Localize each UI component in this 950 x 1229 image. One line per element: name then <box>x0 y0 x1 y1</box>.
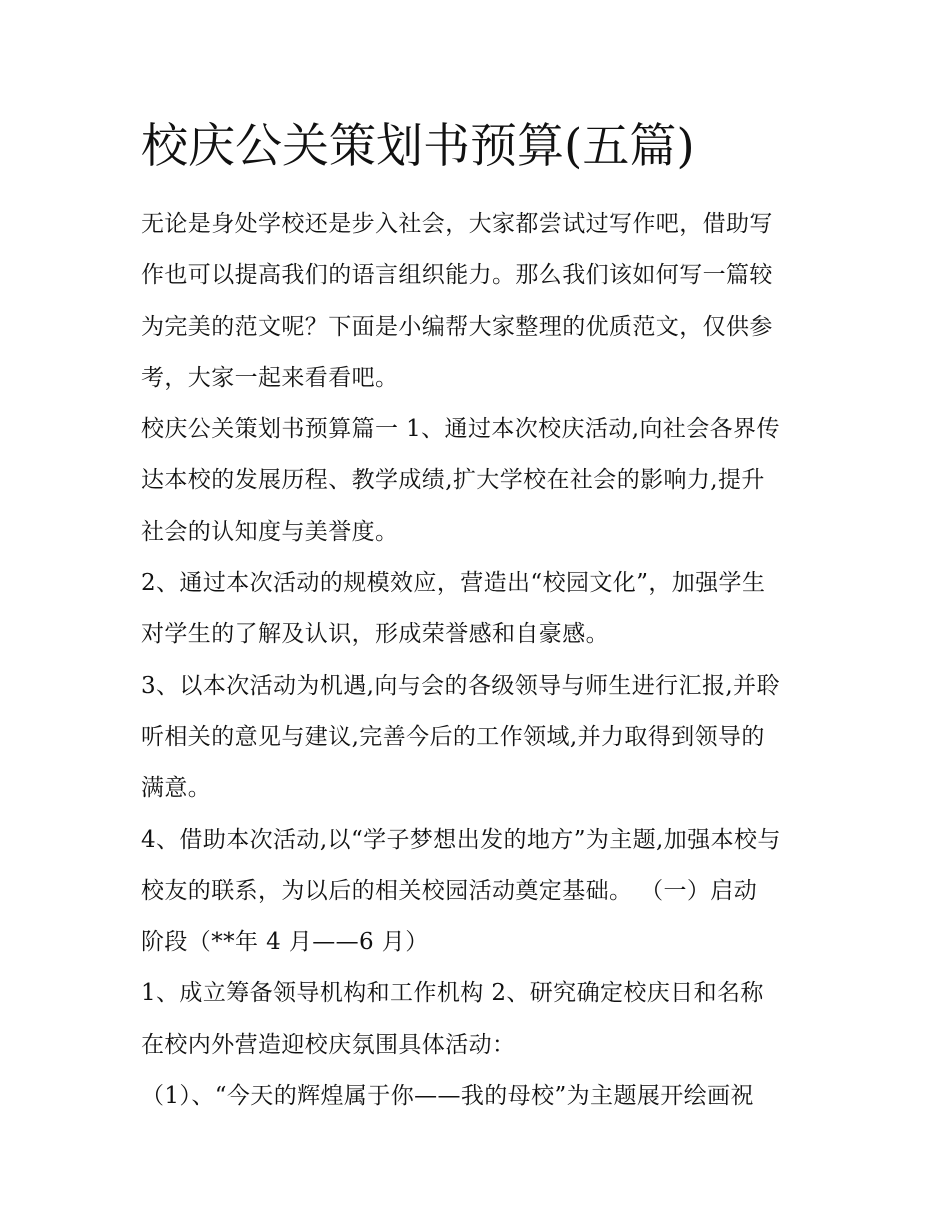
body-line: （1）、“今天的辉煌属于你——我的母校”为主题展开绘画祝 <box>141 1083 754 1110</box>
body-line: 考，大家一起来看看吧。 <box>141 364 399 391</box>
body-line: 听相关的意见与建议,完善今后的工作领域,并力取得到领导的 <box>141 723 765 750</box>
body-line: 4、借助本次活动,以“学子梦想出发的地方”为主题,加强本校与 <box>141 826 781 853</box>
body-line: 满意。 <box>141 775 212 802</box>
document-title: 校庆公关策划书预算(五篇) <box>141 119 695 174</box>
body-line: 为完美的范文呢？下面是小编帮大家整理的优质范文，仅供参 <box>141 313 773 340</box>
document-body <box>141 199 813 1122</box>
body-line: 校庆公关策划书预算篇一 1、通过本次校庆活动,向社会各界传 <box>141 416 780 443</box>
body-line: 在校内外营造迎校庆氛围具体活动： <box>141 1031 516 1058</box>
body-line: 3、以本次活动为机遇,向与会的各级领导与师生进行汇报,并聆 <box>141 672 780 699</box>
body-line: 阶段（**年 4 月——6 月） <box>141 929 429 956</box>
body-line: 社会的认知度与美誉度。 <box>141 518 399 545</box>
body-line: 作也可以提高我们的语言组织能力。那么我们该如何写一篇较 <box>141 262 773 289</box>
body-line: 无论是身处学校还是步入社会，大家都尝试过写作吧，借助写 <box>141 211 773 237</box>
body-line: 1、成立筹备领导机构和工作机构 2、研究确定校庆日和名称 <box>141 980 764 1007</box>
body-line: 对学生的了解及认识，形成荣誉感和自豪感。 <box>141 621 609 648</box>
body-line: 校友的联系，为以后的相关校园活动奠定基础。 （一）启动 <box>141 877 758 904</box>
body-line: 2、通过本次活动的规模效应，营造出“校园文化”，加强学生 <box>141 570 766 597</box>
body-line: 达本校的发展历程、教学成绩,扩大学校在社会的影响力,提升 <box>141 467 765 494</box>
